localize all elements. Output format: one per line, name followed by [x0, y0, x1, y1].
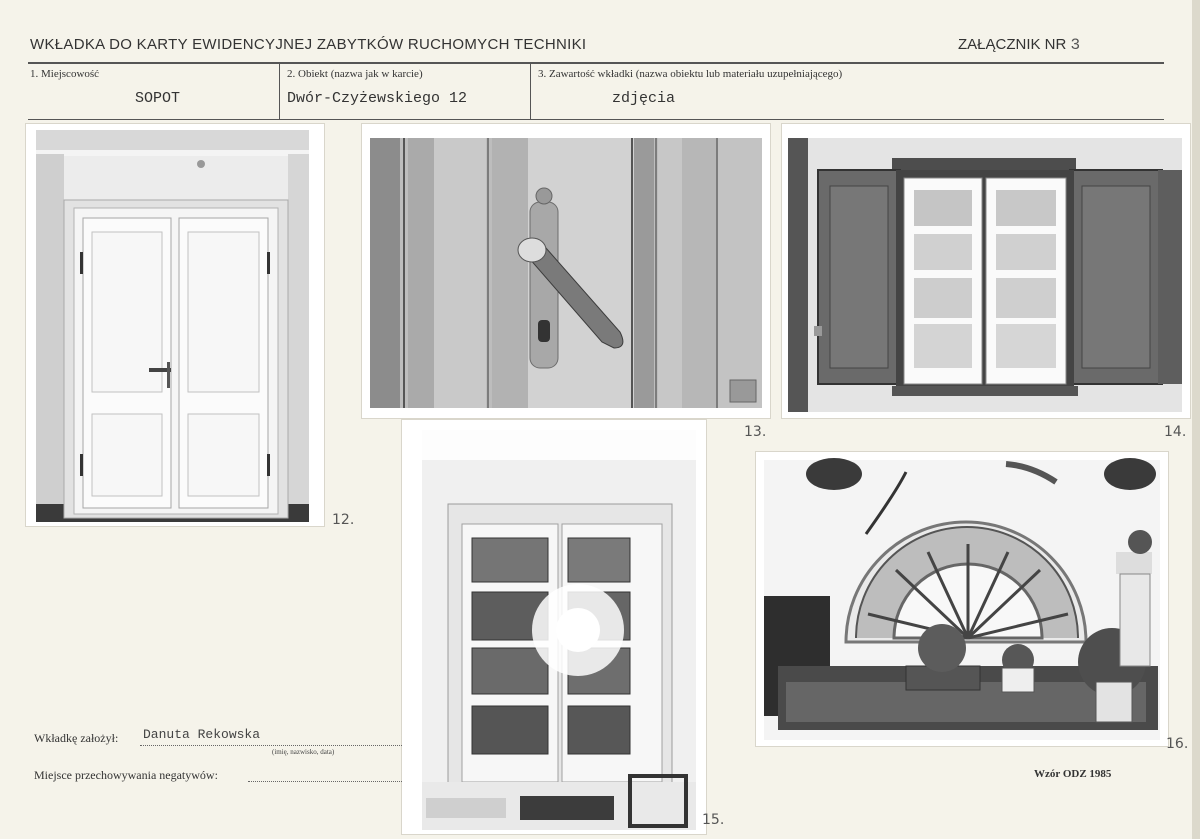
location-label: 1. Miejscowość [30, 68, 100, 80]
field-divider-1 [279, 63, 280, 120]
fields-rule [28, 119, 1164, 120]
photo-window-backlit [402, 420, 725, 834]
founded-label: Wkładkę założył: [34, 731, 119, 745]
photo-double-door [26, 124, 355, 528]
photo-number-16: 16. [1166, 736, 1189, 752]
photo-number-15: 15. [702, 812, 725, 828]
annex-number: 3 [1070, 36, 1081, 54]
object-value: Dwór-Czyżewskiego 12 [287, 90, 468, 107]
field-divider-2 [530, 63, 531, 120]
location-value: SOPOT [135, 90, 181, 107]
sheet-edge [1192, 0, 1200, 839]
founded-value: Danuta Rekowska [143, 727, 261, 742]
photo-window-shutters [782, 124, 1190, 440]
founded-dotted-line [140, 745, 402, 746]
founded-hint: (imię, nazwisko, data) [272, 748, 335, 756]
annex-label-text: ZAŁĄCZNIK NR [958, 36, 1067, 53]
photo-number-14: 14. [1164, 424, 1187, 440]
photo-fanlight-plants [756, 452, 1189, 752]
header-rule [28, 62, 1164, 64]
annex-label [958, 36, 1080, 54]
form-template-label: Wzór ODZ 1985 [1034, 768, 1112, 780]
photo-number-12: 12. [332, 512, 355, 528]
document-title: WKŁADKA DO KARTY EWIDENCYJNEJ ZABYTKÓW RUCHOMYCH TECHNIKI [30, 36, 587, 53]
photo-door-handle [362, 124, 770, 440]
content-value: zdjęcia [612, 90, 676, 107]
object-label: 2. Obiekt (nazwa jak w karcie) [287, 68, 423, 80]
fanlight-plants-image [756, 452, 1168, 746]
door-handle-image [362, 124, 770, 418]
double-door-image [26, 124, 324, 526]
storage-label: Miejsce przechowywania negatywów: [34, 768, 218, 782]
storage-dotted-line [248, 781, 402, 782]
window-backlit-image [402, 420, 706, 834]
window-shutters-image [782, 124, 1190, 418]
photo-number-13: 13. [744, 424, 767, 440]
content-label: 3. Zawartość wkładki (nazwa obiektu lub materiału uzupełniającego) [538, 68, 843, 80]
